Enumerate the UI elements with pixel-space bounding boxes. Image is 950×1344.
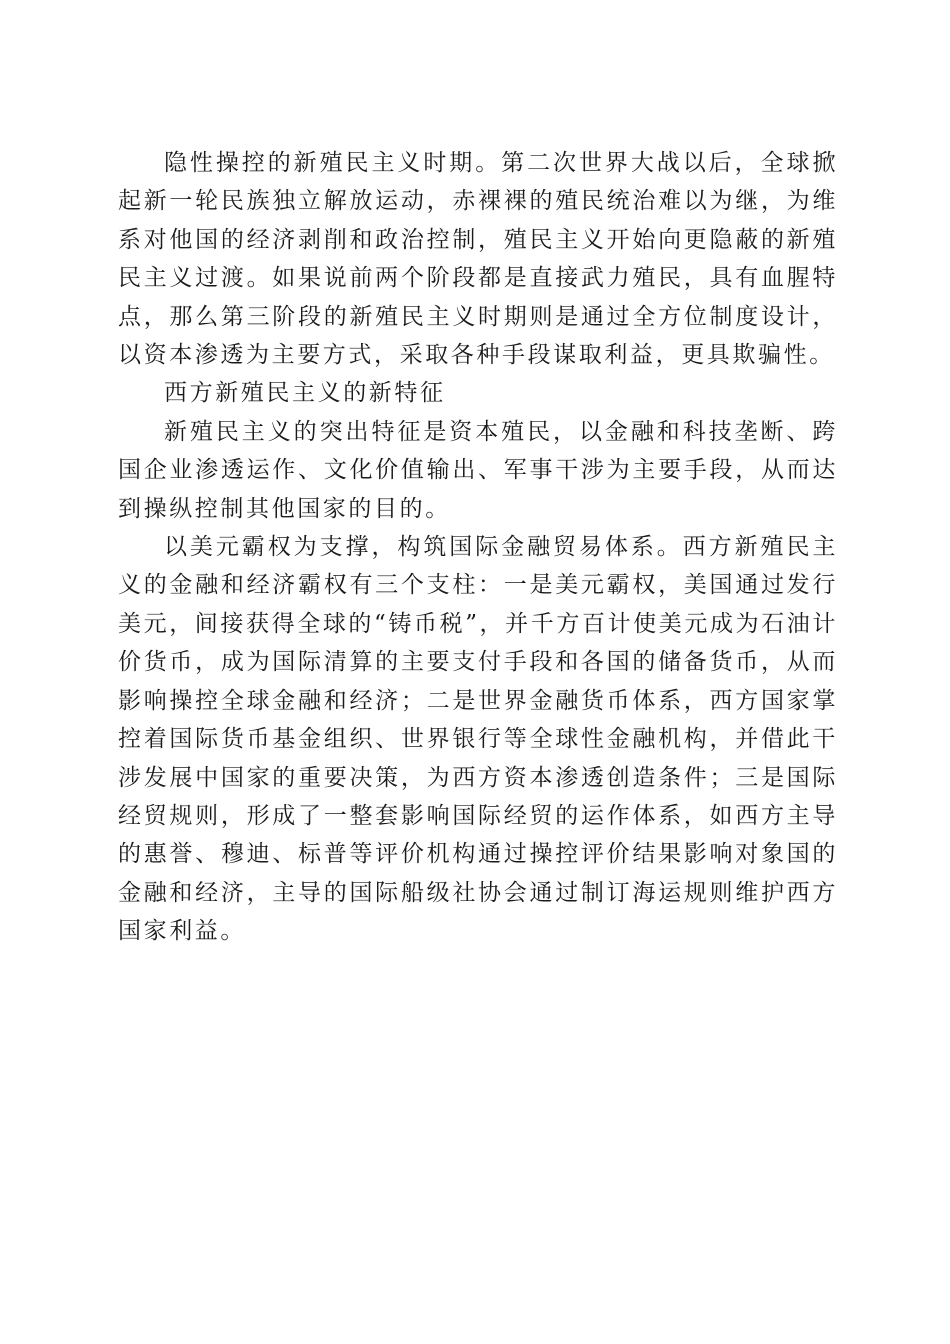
paragraph-neocolonial-period: 隐性操控的新殖民主义时期。第二次世界大战以后，全球掀起新一轮民族独立解放运动，赤裸裸的殖民统治难以为继，为维系对他国的经济剥削和政治控制，殖民主义开始向更隐蔽的新殖民主义过渡。如果说前两个阶段都是直接武力殖民，具有血腥特点，那么第三阶段的新殖民主义时期则是通过全方位制度设计，以资本渗透为主要方式，采取各种手段谋取利益，更具欺骗性。 <box>118 150 838 369</box>
section-heading: 西方新殖民主义的新特征 <box>164 380 446 407</box>
paragraph-dollar-hegemony: 以美元霸权为支撑，构筑国际金融贸易体系。西方新殖民主义的金融和经济霸权有三个支柱：一是美元霸权，美国通过发行美元，间接获得全球的“铸币税”，并千方百计使美元成为石油计价货币，成为国际清算的主要支付手段和各国的储备货币，从而影响操控全球金融和经济；二是世界金融货币体系，西方国家掌控着国际货币基金组织、世界银行等全球性金融机构，并借此干涉发展中国家的重要决策，为西方资本渗透创造条件；三是国际经贸规则，形成了一整套影响国际经贸的运作体系，如西方主导的惠誉、穆迪、标普等评价机构通过操控评价结果影响对象国的金融和经济，主导的国际船级社协会通过制订海运规则维护西方国家利益。 <box>118 534 838 945</box>
paragraph-capital-colonization: 新殖民主义的突出特征是资本殖民，以金融和科技垄断、跨国企业渗透运作、文化价值输出、军事干涉为主要手段，从而达到操纵控制其他国家的目的。 <box>118 418 838 522</box>
document-page <box>118 144 838 951</box>
